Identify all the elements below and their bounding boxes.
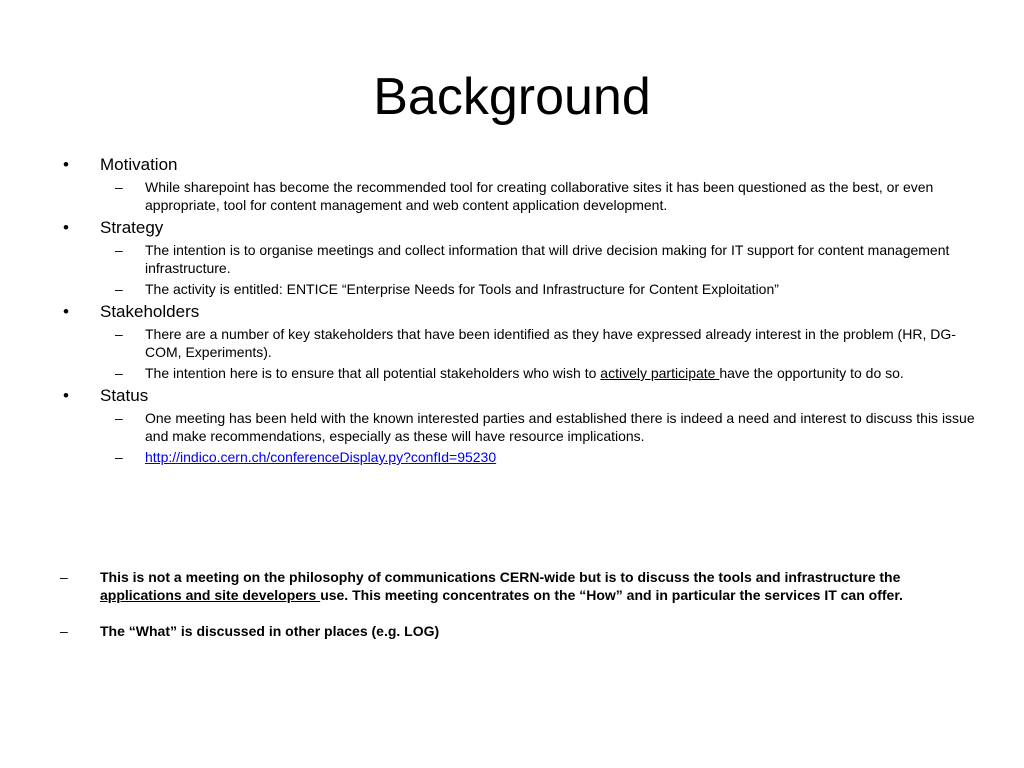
dash-icon: –	[115, 410, 123, 426]
bullet-icon: •	[63, 155, 69, 174]
note-text-after: use. This meeting concentrates on the “How” and in particular the services IT can offer.	[320, 587, 903, 603]
section-heading: Motivation	[100, 155, 178, 174]
note-text: The “What” is discussed in other places (e.g. LOG)	[100, 623, 440, 639]
dash-icon: –	[115, 449, 123, 465]
sub-item	[60, 178, 980, 214]
dash-icon: –	[115, 326, 123, 342]
sub-item	[60, 448, 980, 466]
section-heading: Stakeholders	[100, 302, 200, 321]
bullet-icon: •	[63, 218, 69, 237]
section-status	[60, 385, 980, 407]
slide-notes	[60, 568, 920, 640]
bullet-icon: •	[63, 386, 69, 405]
sub-item-text: There are a number of key stakeholders that have been identified as they have expressed already interest in the problem (HR, DG-COM, Experiments).	[145, 326, 956, 360]
dash-icon: –	[115, 365, 123, 381]
sub-item-text-after: have the opportunity to do so.	[719, 365, 904, 381]
slide-title: Background	[373, 68, 651, 126]
note-text-before: This is not a meeting on the philosophy of communications CERN-wide but is to discuss the tools and infrastructure the	[100, 569, 901, 585]
dash-icon: –	[115, 281, 123, 297]
sub-item	[60, 241, 980, 277]
sub-item	[60, 409, 980, 445]
sub-item-text-before: The intention here is to ensure that all potential stakeholders who wish to	[145, 365, 601, 381]
dash-icon: –	[60, 569, 68, 585]
section-stakeholders	[60, 301, 980, 323]
section-heading: Status	[100, 386, 149, 405]
sub-item	[60, 364, 980, 382]
dash-icon: –	[60, 623, 68, 639]
section-heading: Strategy	[100, 218, 164, 237]
dash-icon: –	[115, 242, 123, 258]
dash-icon: –	[115, 179, 123, 195]
note-item	[60, 568, 920, 604]
underlined-phrase: actively participate	[600, 365, 720, 381]
slide-content	[60, 154, 980, 469]
sub-item-text: The activity is entitled: ENTICE “Enterprise Needs for Tools and Infrastructure for Content Exploitation”	[145, 281, 779, 297]
underlined-phrase: applications and site developers	[100, 587, 321, 603]
section-strategy	[60, 217, 980, 239]
sub-item	[60, 325, 980, 361]
note-item	[60, 622, 920, 640]
sub-item-text: While sharepoint has become the recommended tool for creating collaborative sites it has been questioned as the best, or even appropriate, tool for content management and web content application development.	[145, 179, 934, 213]
sub-item-text: The intention is to organise meetings and collect information that will drive decision making for IT support for content management infrastructure.	[145, 242, 950, 276]
indico-link[interactable]: http://indico.cern.ch/conferenceDisplay.py?confId=95230	[145, 449, 497, 465]
bullet-icon: •	[63, 302, 69, 321]
section-motivation	[60, 154, 980, 176]
sub-item	[60, 280, 980, 298]
sub-item-text: One meeting has been held with the known interested parties and established there is indeed a need and interest to discuss this issue and make recommendations, especially as these will have resource implications.	[145, 410, 975, 444]
